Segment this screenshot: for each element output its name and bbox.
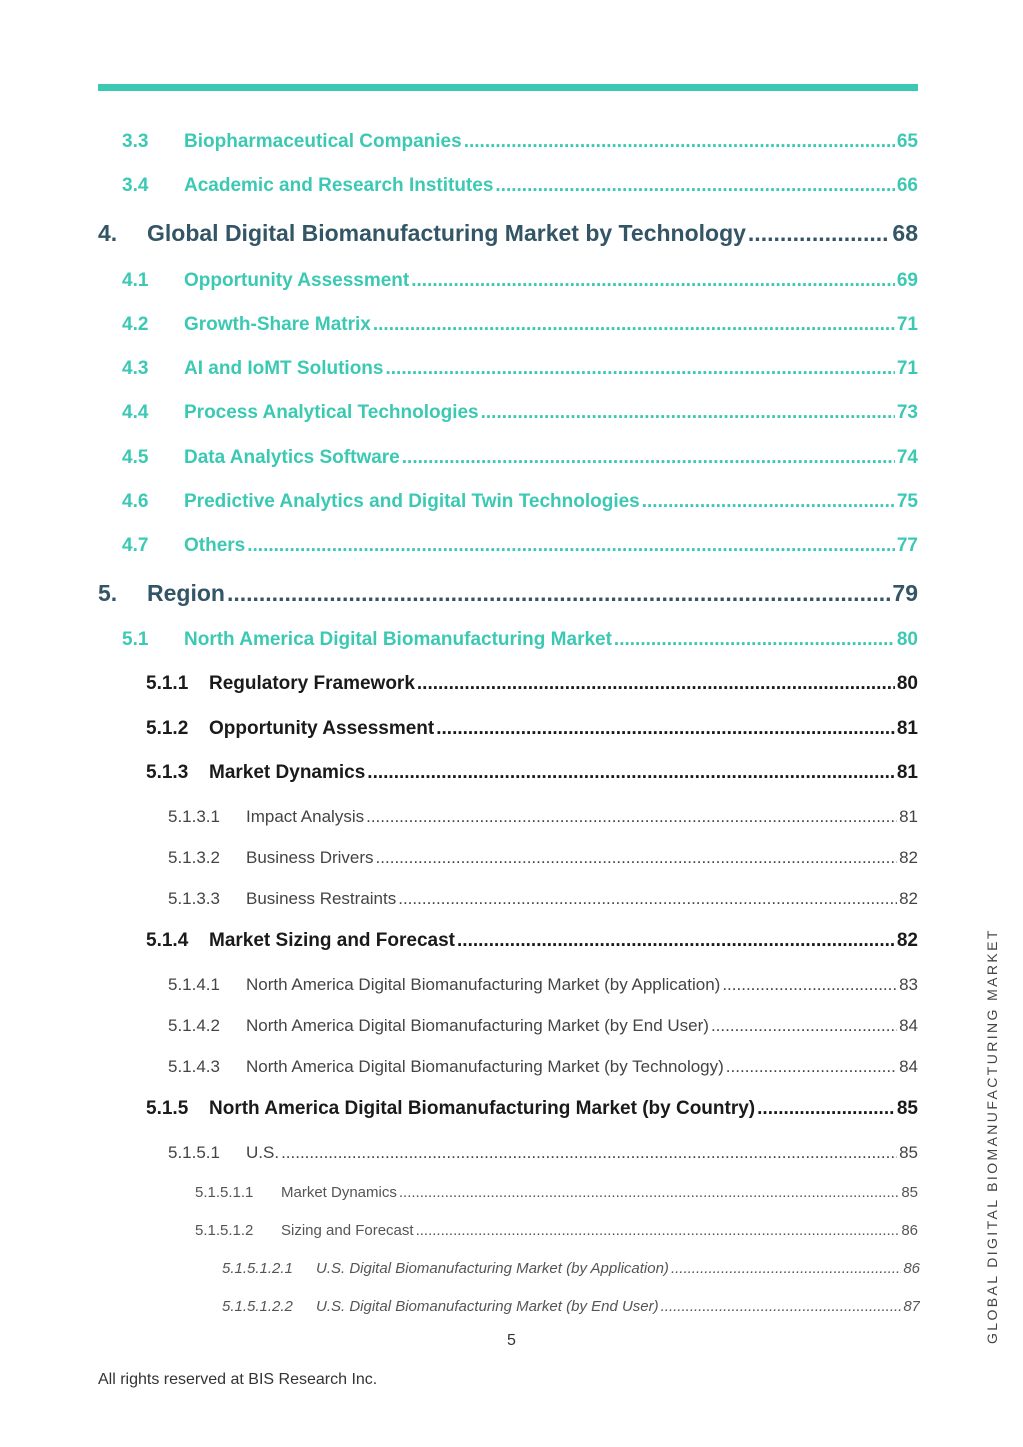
toc-entry[interactable] [168, 807, 918, 827]
toc-entry-title: Biopharmaceutical Companies [184, 131, 462, 152]
toc-entry-title: Impact Analysis [246, 807, 365, 826]
toc-entry[interactable] [98, 580, 918, 607]
toc-entry-title: Market Dynamics [281, 1184, 397, 1201]
toc-entry-page: 65 [896, 131, 918, 152]
toc-dot-leader [642, 491, 895, 513]
toc-dot-leader [481, 402, 895, 424]
toc-entry[interactable] [146, 762, 918, 784]
toc-dot-leader [748, 220, 890, 247]
toc-dot-leader [416, 1222, 900, 1239]
toc-entry-page: 71 [896, 314, 918, 335]
page-number: 5 [507, 1332, 516, 1349]
toc-entry-page: 81 [896, 718, 918, 739]
toc-entry[interactable] [122, 535, 918, 557]
toc-entry-page: 83 [899, 975, 918, 994]
toc-entry-number: 5.1.3.2 [168, 848, 220, 867]
toc-entry[interactable] [146, 673, 918, 695]
toc-dot-leader [411, 270, 895, 292]
toc-entry-number: 4.4 [122, 402, 149, 423]
toc-entry-page: 85 [899, 1143, 918, 1162]
toc-dot-leader [399, 1184, 899, 1201]
toc-entry-title: U.S. Digital Biomanufacturing Market (by Application) [316, 1260, 669, 1277]
toc-entry-page: 86 [903, 1260, 920, 1277]
toc-entry[interactable] [146, 718, 918, 740]
toc-entry-title: Market Sizing and Forecast [209, 930, 456, 951]
toc-entry-number: 5.1.1 [146, 673, 189, 694]
toc-entry-title: North America Digital Biomanufacturing Market (by End User) [246, 1016, 709, 1035]
toc-entry-title: Business Drivers [246, 848, 374, 867]
toc-entry[interactable] [146, 930, 918, 952]
toc-entry[interactable] [122, 175, 918, 197]
toc-entry-number: 5.1.2 [146, 718, 189, 739]
toc-dot-leader [711, 1016, 897, 1036]
toc-entry-page: 81 [899, 807, 918, 826]
toc-entry-number: 5. [98, 580, 118, 606]
toc-entry-title: North America Digital Biomanufacturing Market (by Application) [246, 975, 721, 994]
toc-dot-leader [281, 1143, 897, 1163]
toc-dot-leader [671, 1260, 901, 1277]
toc-entry[interactable] [98, 220, 918, 247]
toc-entry-page: 85 [901, 1184, 918, 1201]
toc-entry-title: Academic and Research Institutes [184, 175, 494, 196]
toc-entry-number: 5.1.3.1 [168, 807, 220, 826]
toc-entry-title: Others [184, 535, 246, 556]
toc-entry-page: 74 [896, 447, 918, 468]
toc-entry-page: 82 [899, 848, 918, 867]
toc-dot-leader [385, 358, 894, 380]
toc-entry-title: Sizing and Forecast [281, 1222, 414, 1239]
toc-entry-number: 3.4 [122, 175, 149, 196]
toc-dot-leader [436, 718, 895, 740]
toc-entry-number: 5.1.3.3 [168, 889, 220, 908]
toc-entry[interactable] [168, 1143, 918, 1163]
toc-entry-page: 66 [896, 175, 918, 196]
toc-entry-title: North America Digital Biomanufacturing Market (by Country) [209, 1098, 756, 1119]
toc-dot-leader [398, 889, 897, 909]
side-running-title: GLOBAL DIGITAL BIOMANUFACTURING MARKET [984, 928, 1000, 1344]
toc-entry-title: Regulatory Framework [209, 673, 415, 694]
toc-entry-number: 5.1.4.1 [168, 975, 220, 994]
toc-entry-page: 77 [896, 535, 918, 556]
toc-entry-title: Process Analytical Technologies [184, 402, 479, 423]
toc-entry-page: 80 [896, 673, 918, 694]
toc-dot-leader [373, 314, 895, 336]
toc-entry-number: 5.1.4.3 [168, 1057, 220, 1076]
toc-entry[interactable] [122, 629, 918, 651]
toc-entry-page: 71 [896, 358, 918, 379]
toc-entry-title: Predictive Analytics and Digital Twin Technologies [184, 491, 640, 512]
toc-entry[interactable] [168, 975, 918, 995]
toc-entry[interactable] [122, 358, 918, 380]
toc-entry-number: 5.1.4 [146, 930, 189, 951]
toc-entry-page: 75 [896, 491, 918, 512]
toc-entry-number: 4.6 [122, 491, 149, 512]
toc-entry-number: 4.5 [122, 447, 149, 468]
toc-entry-title: U.S. [246, 1143, 280, 1162]
toc-entry-page: 85 [896, 1098, 918, 1119]
toc-entry-number: 5.1.5.1.2.2 [222, 1298, 293, 1315]
toc-entry-title: Global Digital Biomanufacturing Market by Technology [147, 220, 746, 246]
toc-entry-title: Growth-Share Matrix [184, 314, 371, 335]
toc-entry-page: 84 [899, 1016, 918, 1035]
toc-entry-number: 3.3 [122, 131, 149, 152]
toc-entry[interactable] [122, 447, 918, 469]
top-accent-rule [98, 84, 918, 91]
toc-entry-number: 5.1.5.1.1 [195, 1184, 254, 1201]
toc-dot-leader [247, 535, 895, 557]
toc-dot-leader [464, 131, 895, 153]
toc-entry-title: Market Dynamics [209, 762, 366, 783]
toc-entry-page: 79 [892, 580, 918, 606]
toc-entry-title: Data Analytics Software [184, 447, 400, 468]
toc-entry-number: 4. [98, 220, 118, 246]
toc-entry-number: 5.1.5.1.2 [195, 1222, 254, 1239]
toc-entry-title: Region [147, 580, 225, 606]
toc-entry-page: 73 [896, 402, 918, 423]
toc-entry[interactable] [146, 1098, 918, 1120]
toc-entry-number: 5.1.5.1.2.1 [222, 1260, 293, 1277]
toc-entry[interactable] [122, 402, 918, 424]
toc-entry-title: U.S. Digital Biomanufacturing Market (by End User) [316, 1298, 659, 1315]
toc-dot-leader [376, 848, 898, 868]
toc-entry-number: 4.1 [122, 270, 149, 291]
toc-entry[interactable] [122, 270, 918, 292]
toc-entry-title: Opportunity Assessment [184, 270, 410, 291]
toc-entry-number: 5.1.4.2 [168, 1016, 220, 1035]
toc-dot-leader [402, 447, 895, 469]
toc-entry[interactable] [168, 1016, 918, 1036]
toc-entry-number: 5.1.5 [146, 1098, 189, 1119]
toc-entry-number: 4.2 [122, 314, 149, 335]
footer-copyright: All rights reserved at BIS Research Inc. [98, 1371, 378, 1388]
toc-dot-leader [367, 762, 895, 784]
toc-entry-page: 68 [892, 220, 918, 246]
toc-dot-leader [661, 1298, 902, 1315]
toc-entry-page: 82 [896, 930, 918, 951]
toc-entry[interactable] [122, 314, 918, 336]
toc-entry[interactable] [168, 1057, 918, 1077]
toc-entry[interactable] [168, 848, 918, 868]
toc-entry-number: 4.3 [122, 358, 149, 379]
toc-entry-page: 80 [896, 629, 918, 650]
toc-entry[interactable] [195, 1184, 918, 1201]
toc-entry-title: North America Digital Biomanufacturing Market [184, 629, 612, 650]
toc-entry-page: 69 [896, 270, 918, 291]
toc-entry-page: 86 [901, 1222, 918, 1239]
toc-entry[interactable] [122, 491, 918, 513]
toc-entry-title: AI and IoMT Solutions [184, 358, 384, 379]
toc-entry[interactable] [195, 1222, 918, 1239]
toc-dot-leader [366, 807, 897, 827]
toc-entry[interactable] [222, 1298, 920, 1315]
toc-dot-leader [417, 673, 895, 695]
toc-entry-number: 5.1.3 [146, 762, 189, 783]
toc-dot-leader [614, 629, 895, 651]
toc-entry[interactable] [222, 1260, 920, 1277]
toc-entry[interactable] [168, 889, 918, 909]
toc-dot-leader [726, 1057, 897, 1077]
toc-entry-page: 87 [903, 1298, 920, 1315]
toc-entry-page: 81 [896, 762, 918, 783]
toc-entry-title: Opportunity Assessment [209, 718, 435, 739]
toc-dot-leader [457, 930, 895, 952]
toc-dot-leader [495, 175, 894, 197]
toc-dot-leader [722, 975, 897, 995]
toc-entry[interactable] [122, 131, 918, 153]
toc-entry-title: North America Digital Biomanufacturing Market (by Technology) [246, 1057, 724, 1076]
toc-dot-leader [757, 1098, 895, 1120]
toc-entry-title: Business Restraints [246, 889, 397, 908]
toc-entry-number: 5.1 [122, 629, 149, 650]
toc-entry-page: 84 [899, 1057, 918, 1076]
toc-entry-number: 5.1.5.1 [168, 1143, 220, 1162]
toc-entry-page: 82 [899, 889, 918, 908]
toc-dot-leader [227, 580, 890, 607]
toc-entry-number: 4.7 [122, 535, 149, 556]
